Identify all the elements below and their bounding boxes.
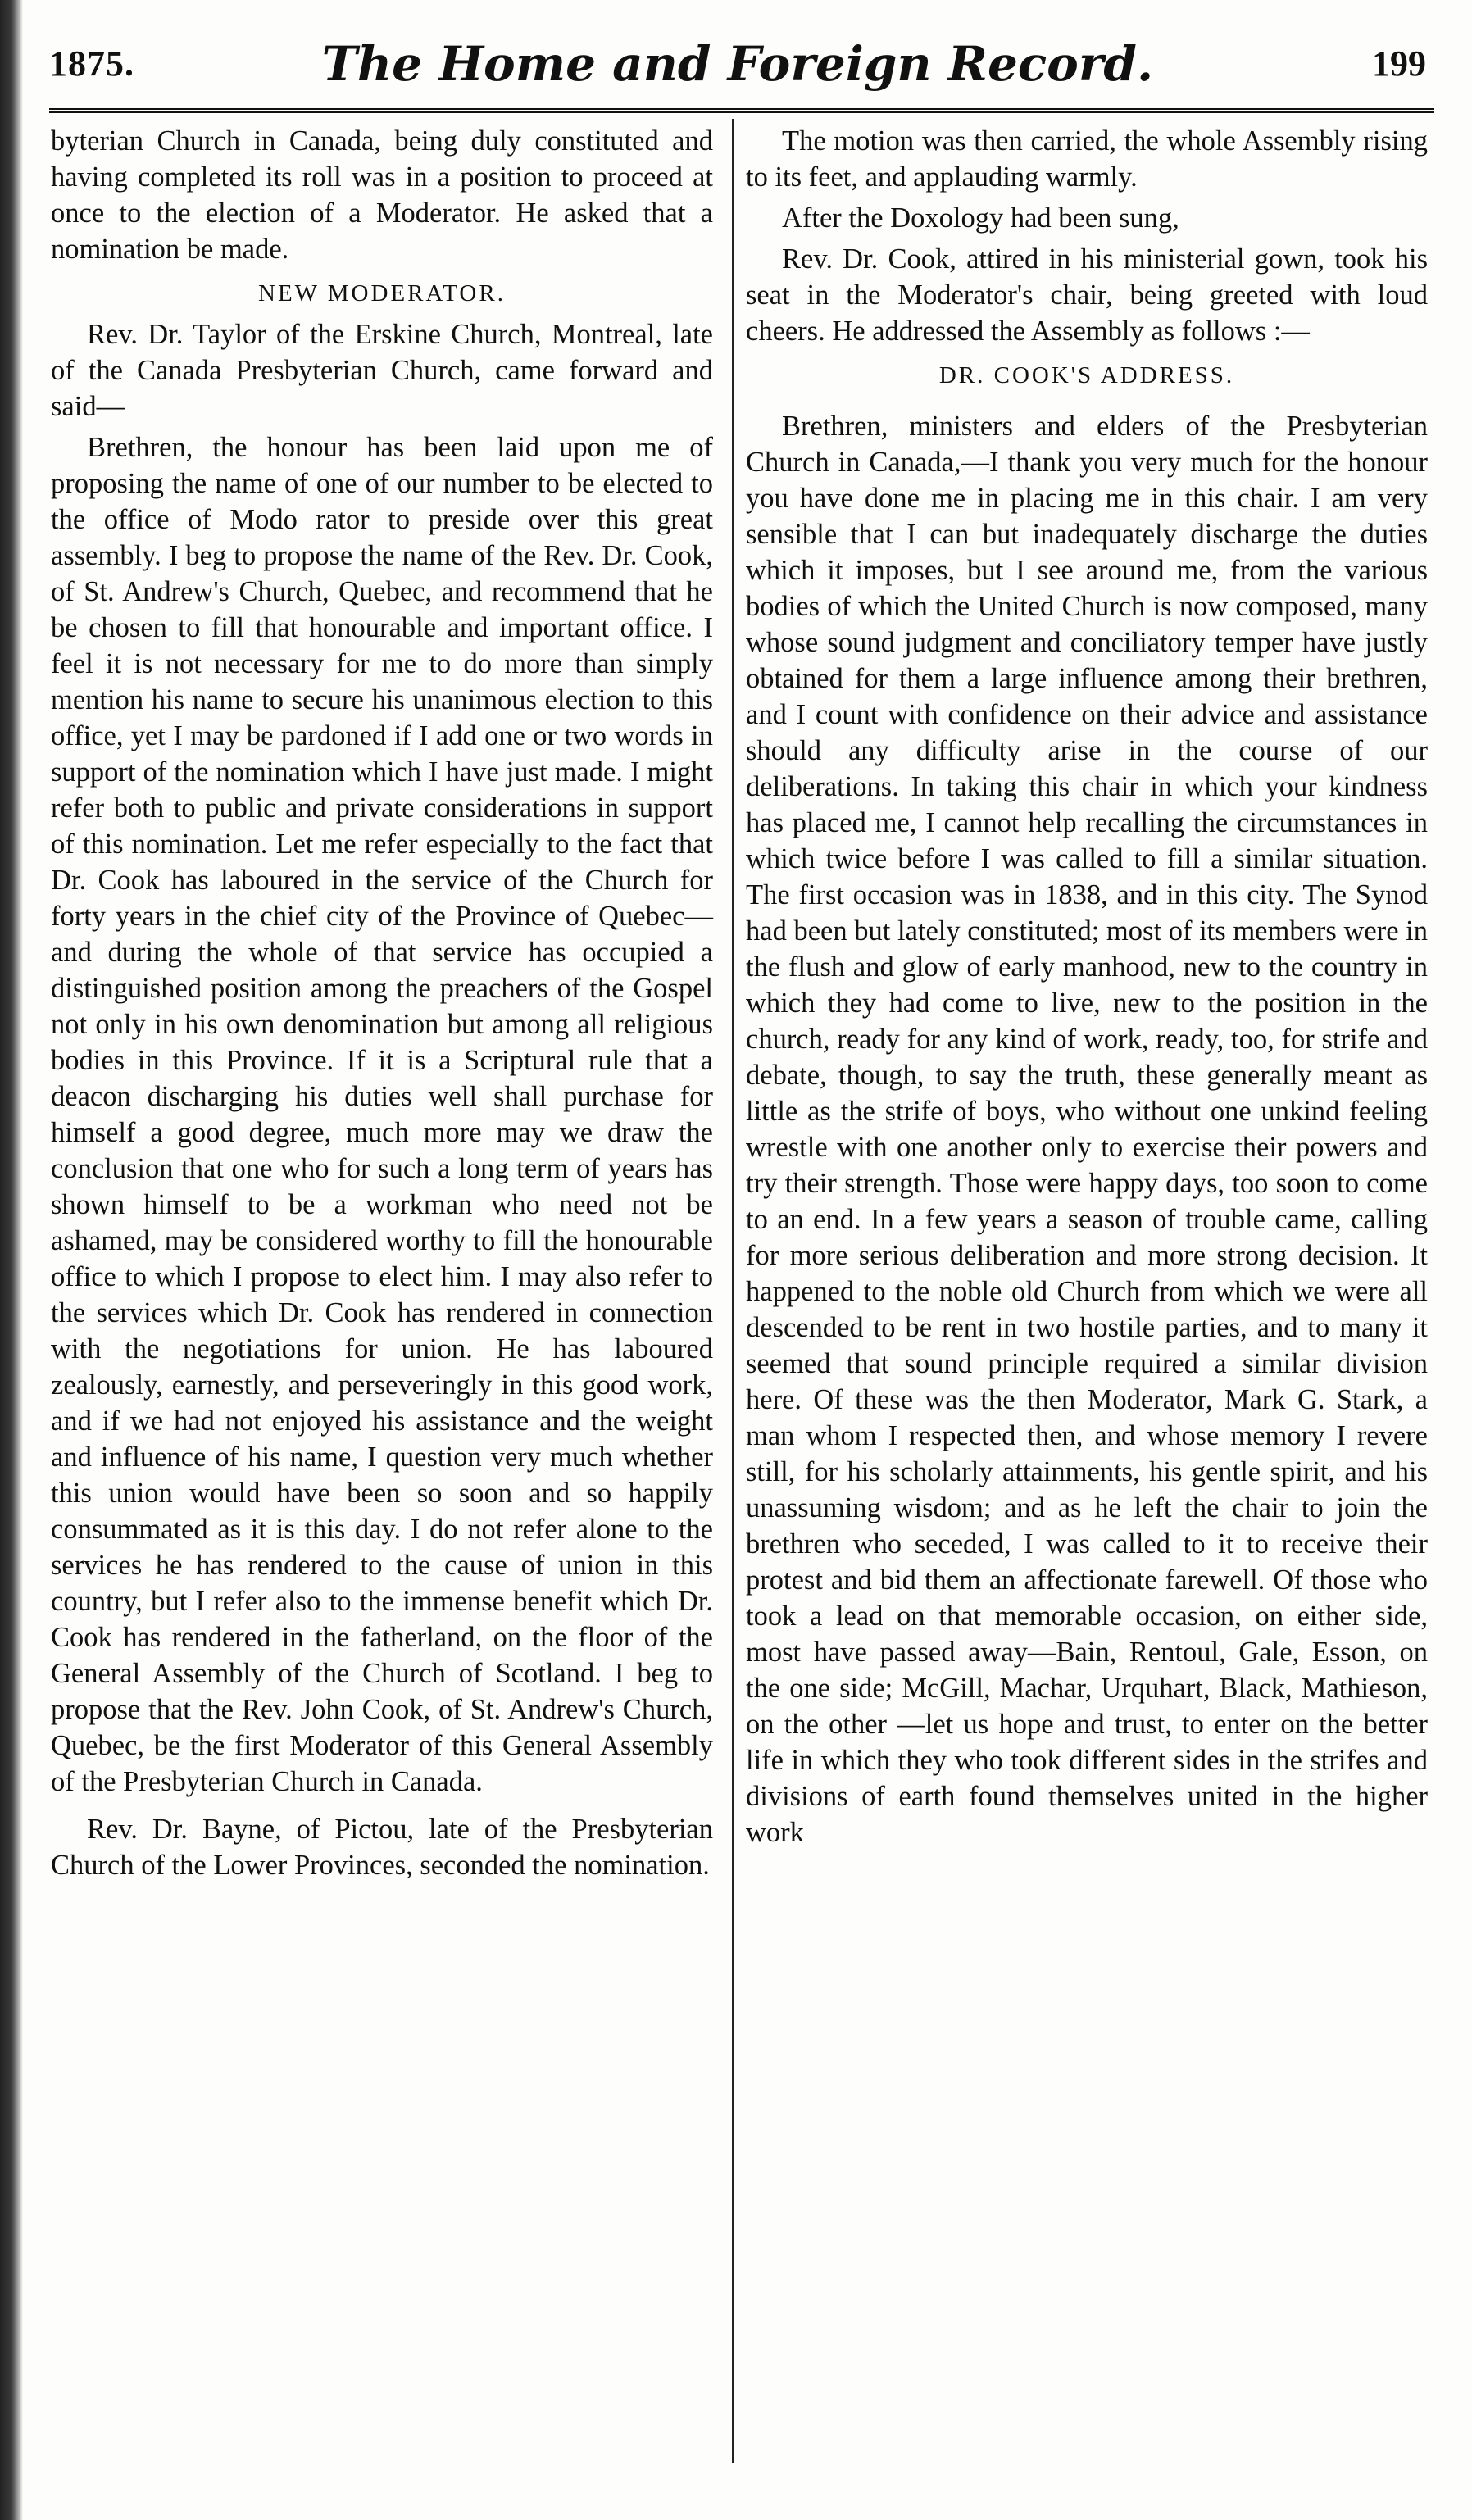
header-year: 1875. bbox=[49, 43, 134, 84]
right-column bbox=[746, 123, 1428, 1850]
page-binding-edge bbox=[0, 0, 23, 2520]
page-number: 199 bbox=[1372, 43, 1426, 84]
section-heading: NEW MODERATOR. bbox=[258, 280, 506, 306]
page-header bbox=[49, 36, 1426, 110]
paragraph: The motion was then carried, the whole Assembly rising to its feet, and applauding warmly. bbox=[746, 125, 1428, 193]
left-column bbox=[51, 123, 713, 1883]
header-rule bbox=[49, 108, 1434, 113]
publication-title: The Home and Foreign Record. bbox=[321, 36, 1154, 92]
paragraph: Rev. Dr. Bayne, of Pictou, late of the Presbyterian Church of the Lower Provinces, seconded the nomination. bbox=[51, 1814, 713, 1881]
paragraph: byterian Church in Canada, being duly constituted and having completed its roll was in a position to proceed at once to the election of a Moderator. He asked that a nomination be made. bbox=[51, 125, 713, 265]
paragraph: Rev. Dr. Cook, attired in his ministerial gown, took his seat in the Moderator's chair, being greeted with loud cheers. He addressed the Assembly as follows :— bbox=[746, 243, 1428, 347]
section-heading: DR. COOK'S ADDRESS. bbox=[938, 362, 1235, 388]
paragraph: Brethren, the honour has been laid upon me of proposing the name of one of our number to be elected to the office of Modo rator to preside over this great assembly. I beg to propose the name of the Rev. Dr. Cook, of St. Andrew's Church, Quebec, and recommend that he be chosen to fill that honourable and important office. I feel it is not necessary for me to do more than simply mention his name to secure his unanimous election to this office, yet I may be pardoned if I add one or two words in support of the nomination which I have just made. I might refer both to public and private considerations in support of this nomination. Let me refer especially to the fact that Dr. Cook has laboured in the service of the Church for forty years in the chief city of the Province of Quebec—and during the whole of that service has occupied a distinguished position among the preachers of the Gospel not only in his own denomination but among all religious bodies in this Province. If it is a Scriptural rule that a deacon discharging his duties well shall purchase for himself a good degree, much more may we draw the conclusion that one who for such a long term of years has shown himself to be a workman who need not be ashamed, may be considered worthy to fill the honourable office to which I propose to elect him. I may also refer to the services which Dr. Cook has rendered in connection with the negotiations for union. He has laboured zealously, earnestly, and perseveringly in this good work, and if we had not enjoyed his assistance and the weight and influence of his name, I question very much whether this union would have been so soon and so happily consummated as it is this day. I do not refer alone to the services he has rendered to the cause of union in this country, but I refer also to the immense benefit which Dr. Cook has rendered in the fatherland, on the floor of the General Assembly of the Church of Scotland. I beg to propose that the Rev. John Cook, of St. Andrew's Church, Quebec, be the first Moderator of this General Assembly of the Presbyterian Church in Canada. bbox=[51, 432, 713, 1797]
paragraph: Rev. Dr. Taylor of the Erskine Church, Montreal, late of the Canada Presbyterian Church, came forward and said— bbox=[51, 319, 713, 422]
column-divider bbox=[732, 119, 734, 2463]
paragraph: Brethren, ministers and elders of the Presbyterian Church in Canada,—I thank you very much for the honour you have done me in placing me in this chair. I am very sensible that I can but inadequately discharge the duties which it imposes, but I see around me, from the various bodies of which the United Church is now composed, many whose sound judgment and conciliatory temper have justly obtained for them a large influence among their brethren, and I count with confidence on their advice and assistance should any difficulty arise in the course of our deliberations. In taking this chair in which your kindness has placed me, I cannot help recalling the circumstances in which twice before I was called to fill a similar situation. The first occasion was in 1838, and in this city. The Synod had been but lately constituted; most of its members were in the flush and glow of early manhood, new to the country in which they had come to live, new to the position in the church, ready for any kind of work, ready, too, for strife and debate, though, to say the truth, these generally meant as little as the strife of boys, who without one unkind feeling wrestle with one another only to exercise their powers and try their strength. Those were happy days, too soon to come to an end. In a few years a season of trouble came, calling for more serious deliberation and more strong decision. It happened to the noble old Church from which we were all descended to be rent in two hostile parties, and to many it seemed that sound principle required a similar division here. Of these was the then Moderator, Mark G. Stark, a man whom I respected then, and whose memory I revere still, for his scholarly attainments, his gentle spirit, and his unassuming wisdom; and as he left the chair to join the brethren who seceded, I was called to it to receive their protest and bid them an affectionate farewell. Of those who took a lead on that memorable occasion, on either side, most have passed away—Bain, Rentoul, Gale, Esson, on the one side; McGill, Machar, Urquhart, Black, Mathieson, on the other —let us hope and trust, to enter on the better life in which they who took different sides in the strifes and divisions of earth found themselves united in the higher work bbox=[746, 411, 1428, 1848]
paragraph: After the Doxology had been sung, bbox=[782, 202, 1179, 234]
